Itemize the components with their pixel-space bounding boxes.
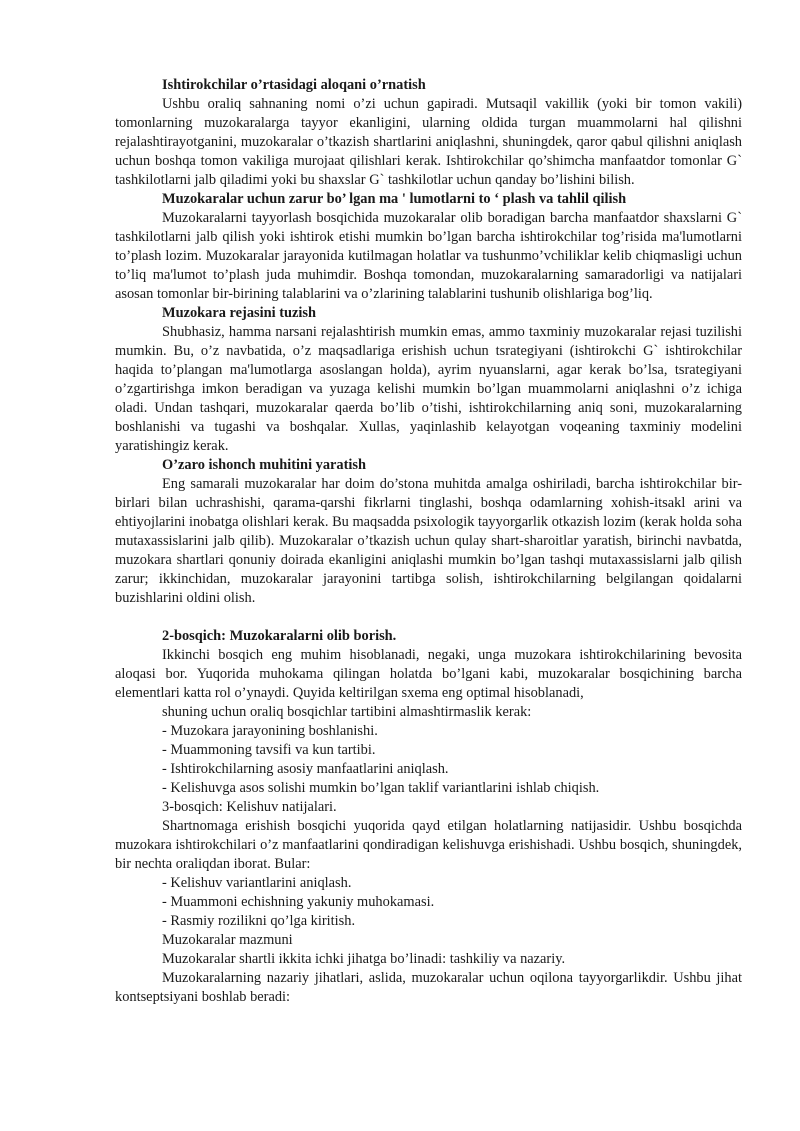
list-item: - Muammoning tavsifi va kun tartibi. — [162, 742, 376, 758]
paragraph-theoretical-aspects: Muzokaralarning nazariy jihatlari, aslida, muzokaralar uchun oqilona tayyorgarlikdir. Ushbu jihat kontseptsiyani boshlab beradi: — [115, 970, 742, 1005]
section-heading-stage-2: 2-bosqich: Muzokaralarni olib borish. — [162, 628, 397, 644]
section-heading-mutual-trust: O’zaro ishonch muhitini yaratish — [162, 457, 367, 473]
list-item: - Kelishuv variantlarini aniqlash. — [162, 875, 352, 891]
text-line: shuning uchun oraliq bosqichlar tartibini almashtirmaslik kerak: — [162, 704, 532, 720]
list-item: - Rasmiy rozilikni qo’lga kiritish. — [162, 913, 356, 929]
paragraph-stage-3: Shartnomaga erishish bosqichi yuqorida qayd etilgan holatlarning natijasidir. Ushbu bosqichda muzokara ishtirokchilari o’z manfaatlarini qondiradigan kelishuvga erishishadi. Ushbu bosqich, shuningdek, bir nechta oraliqdan iborat. Bular: — [115, 818, 742, 872]
list-item: - Muammoni echishning yakuniy muhokamasi. — [162, 894, 435, 910]
paragraph-participants-contact: Ushbu oraliq sahnaning nomi o’zi uchun gapiradi. Mutsaqil vakillik (yoki bir tomon vakili) tomonlarning muzokaralarga tayyor ekanligini, ularning oldida turgan muammolarni hal qilishni rejalashtirayotganini, muzokaralar o’tkazish shartlarini aniqlashni, shuningdek, qaror qabul qilishni aniqlash uchun boshqa tomon vakiliga murojaat qilishlari kerak. Ishtirokchilar qo’shimcha manfaatdor tomonlar G` tashkilotlarni jalb qiladimi yoki bu shaxslar G` tashkilotlar uchun qanday bo’lishini bilish. — [115, 96, 742, 188]
section-heading-information-gathering: Muzokaralar uchun zarur bo’ lgan ma ' lumotlarni to ‘ plash va tahlil qilish — [162, 191, 627, 207]
list-item: - Kelishuvga asos solishi mumkin bo’lgan taklif variantlarini ishlab chiqish. — [162, 780, 600, 796]
blank-line — [115, 608, 742, 627]
section-heading-negotiation-plan: Muzokara rejasini tuzish — [162, 305, 317, 321]
paragraph-mutual-trust: Eng samarali muzokaralar har doim do’stona muhitda amalga oshiriladi, barcha ishtirokchilar bir-birlari bilan uchrashishi, qarama-qarshi fikrlarni tinglashi, boshqa odamlarning xohish-itsakl arini va ehtiyojlarini inobatga olishlari kerak. Bu maqsadda psixologik tayyorgarlik otkazish lozim (kerak holda soha mutaxassislarini jalb qilib). Muzokaralar o’tkazish uchun qulay shart-sharoitlar yaratish, birinchi navbatda, muzokara shartlari qonuniy doirada ekanligini aniqlashi mumkin bo’lgan tashqi mutaxassislarni jalb qilish zarur; ikkinchidan, muzokaralar jarayonini tartibga solish, ishtirokchilarning belgilangan qoidalarni buzishlarini oldini olish. — [115, 476, 742, 606]
section-heading-participants-contact: Ishtirokchilar o’rtasidagi aloqani o’rnatish — [162, 77, 426, 93]
list-item: - Muzokara jarayonining boshlanishi. — [162, 723, 378, 739]
stage-3-line: 3-bosqich: Kelishuv natijalari. — [162, 799, 337, 815]
paragraph-information-gathering: Muzokaralarni tayyorlash bosqichida muzokaralar olib boradigan barcha manfaatdor shaxslarni G` tashkilotlarni jalb qilish yoki ishtirok etishi mumkin bo’lgan barcha ishtirokchilar tog’risida ma'lumotlarni to’plash lozim. Muzokaralar jarayonida kutilmagan holatlar va tushunmo’vchiliklar kelib chiqmasligi uchun to’liq ma'lumot to’plash juda muhimdir. Boshqa tomondan, muzokaralarning samaradorligi va natijalari asosan tomonlar bir-birining talablarini va o’zlarining talablarini tushunib olishlariga bog’liq. — [115, 210, 742, 302]
subheading-negotiation-content: Muzokaralar mazmuni — [162, 932, 293, 948]
list-item: - Ishtirokchilarning asosiy manfaatlarini aniqlash. — [162, 761, 449, 777]
paragraph-negotiation-plan: Shubhasiz, hamma narsani rejalashtirish mumkin emas, ammo taxminiy muzokaralar rejasi tuzilishi mumkin. Bu, o’z navbatida, o’z maqsadlariga erishish uchun tsrategiyani (ishtirokchi G` ishtirokchilar haqida to’plangan ma'lumotlarga asoslangan holda), ayrim nyuanslarni, agar kerak bo’lsa, tsrategiyani o’zgartirishga imkon beradigan va yuzaga kelishi mumkin bo’lgan muammolarni aniqlashni o’z ichiga oladi. Undan tashqari, muzokaralar qaerda bo’lib o’tishi, ishtirokchilarning aniq soni, muzokaralarning boshlanishi va tugashi va boshqalar. Xullas, yaqinlashib kelayotgan voqeaning taxminiy modelini yaratishingiz kerak. — [115, 324, 742, 454]
paragraph-stage-2: Ikkinchi bosqich eng muhim hisoblanadi, negaki, unga muzokara ishtirokchilarining bevosita aloqasi bor. Yuqorida muhokama qilingan holatda bo’lgani kabi, muzokaralar bosqichining barcha elementlari katta rol o’ynaydi. Quyida keltirilgan sxema eng optimal hisoblanadi, — [115, 647, 742, 701]
text-line: Muzokaralar shartli ikkita ichki jihatga bo’linadi: tashkiliy va nazariy. — [162, 951, 566, 967]
